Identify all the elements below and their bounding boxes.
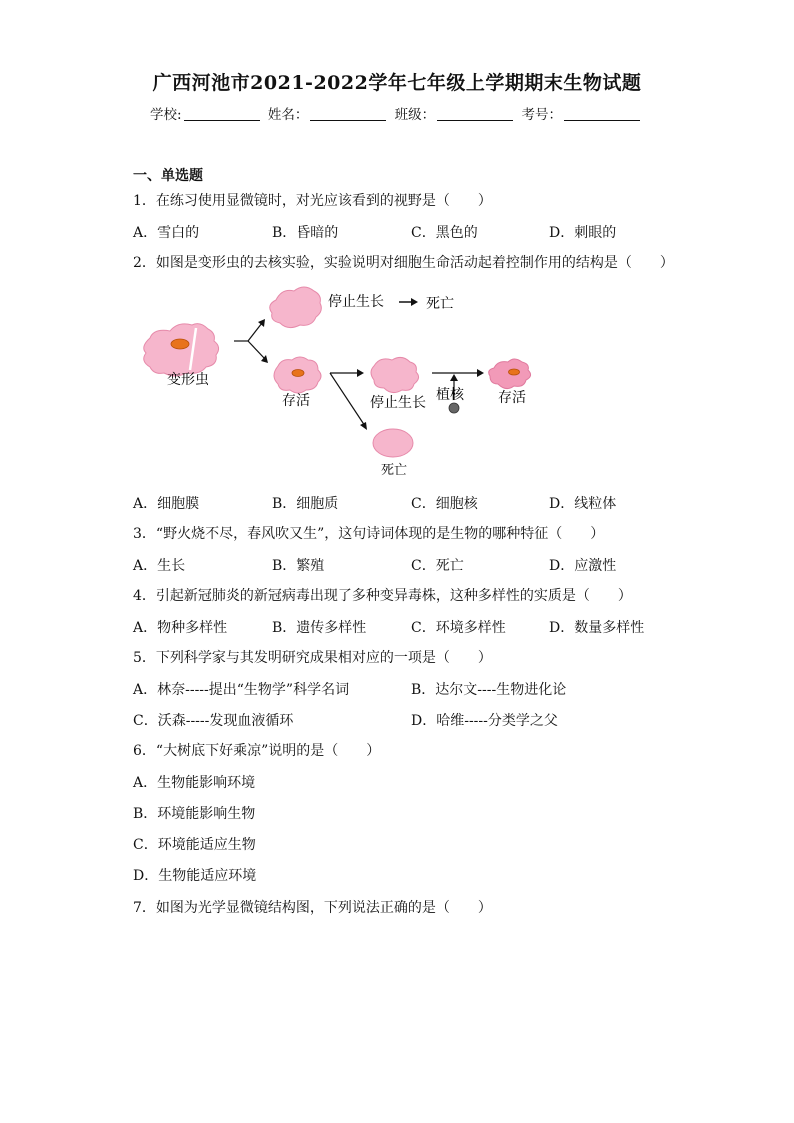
option-a[interactable]: A．生物能影响环境 — [133, 775, 256, 791]
question-2: 2．如图是变形虫的去核实验，实验说明对细胞生命活动起着控制作用的结构是（ ） — [133, 255, 674, 271]
option-a[interactable]: A．生长 — [133, 558, 186, 574]
option-b[interactable]: B．达尔文----生物进化论 — [411, 682, 567, 698]
option-d[interactable]: D．生物能适应环境 — [133, 868, 257, 884]
option-d[interactable]: D．刺眼的 — [549, 225, 617, 241]
option-c[interactable]: C．环境多样性 — [411, 620, 506, 636]
name-label: 姓名： — [267, 107, 309, 123]
nucleus-right — [509, 369, 520, 375]
implanted-nucleus-icon — [449, 403, 459, 413]
question-7: 7．如图为光学显微镜结构图，下列说法正确的是（ ） — [133, 900, 492, 916]
option-a[interactable]: A．雪白的 — [133, 225, 200, 241]
nucleus-left — [292, 370, 304, 377]
question-2-options — [133, 493, 693, 513]
stop-growth-top-label: 停止生长 — [328, 294, 384, 310]
survive-right-label: 存活 — [498, 390, 526, 406]
amoeba-nucleus-removed — [371, 357, 419, 392]
option-c[interactable]: C．死亡 — [411, 558, 464, 574]
section-title: 一、单选题 — [133, 168, 203, 184]
question-3: 3．“野火烧不尽，春风吹又生”，这句诗词体现的是生物的哪种特征（ ） — [133, 526, 605, 542]
option-b[interactable]: B．细胞质 — [272, 496, 339, 512]
option-c[interactable]: C．细胞核 — [411, 496, 478, 512]
death-bottom-label: 死亡 — [381, 463, 408, 478]
death-top-label: 死亡 — [426, 296, 454, 312]
page-title: 广西河池市2021-2022学年七年级上学期期末生物试题 — [152, 72, 642, 94]
option-c[interactable]: C．环境能适应生物 — [133, 837, 256, 853]
option-c[interactable]: C．沃森-----发现血液循环 — [133, 713, 294, 729]
amoeba-no-nucleus-top — [270, 287, 322, 328]
option-d[interactable]: D．线粒体 — [549, 496, 617, 512]
question-4-options — [133, 617, 693, 637]
question-1: 1．在练习使用显微镜时，对光应该看到的视野是（ ） — [133, 193, 492, 209]
question-5-options-row-1 — [133, 679, 693, 699]
option-b[interactable]: B．昏暗的 — [272, 225, 339, 241]
question-5: 5．下列科学家与其发明研究成果相对应的一项是（ ） — [133, 650, 492, 666]
dead-cell-bottom — [373, 429, 413, 457]
split-arrow-down — [248, 341, 265, 359]
option-a[interactable]: A．林奈-----提出“生物学”科学名词 — [133, 682, 350, 698]
school-label: 学校: — [150, 107, 182, 123]
option-a[interactable]: A．物种多样性 — [133, 620, 228, 636]
option-d[interactable]: D．哈维-----分类学之父 — [411, 713, 558, 729]
option-a[interactable]: A．细胞膜 — [133, 496, 200, 512]
stop-growth-mid-label: 停止生长 — [370, 395, 426, 411]
option-b[interactable]: B．遗传多样性 — [272, 620, 367, 636]
arrow-to-bottom — [330, 373, 365, 426]
option-d[interactable]: D．数量多样性 — [549, 620, 645, 636]
question-3-options — [133, 555, 693, 575]
amoeba-label: 变形虫 — [167, 372, 209, 388]
option-c[interactable]: C．黑色的 — [411, 225, 478, 241]
survive-left-label: 存活 — [282, 393, 310, 409]
class-label: 班级： — [394, 107, 436, 123]
exam-number-label: 考号： — [521, 107, 562, 123]
option-d[interactable]: D．应激性 — [549, 558, 617, 574]
arrow-head-death-top — [411, 298, 418, 306]
implant-nucleus-label: 植核 — [436, 387, 464, 403]
split-arrow-up — [248, 323, 262, 341]
option-b[interactable]: B．繁殖 — [272, 558, 325, 574]
question-4: 4．引起新冠肺炎的新冠病毒出现了多种变异毒株，这种多样性的实质是（ ） — [133, 588, 632, 604]
question-5-options-row-2 — [133, 710, 693, 730]
question-6: 6．“大树底下好乘凉”说明的是（ ） — [133, 743, 381, 759]
option-b[interactable]: B．环境能影响生物 — [133, 806, 256, 822]
amoeba-original — [144, 324, 219, 376]
amoeba-nucleus — [171, 339, 189, 349]
